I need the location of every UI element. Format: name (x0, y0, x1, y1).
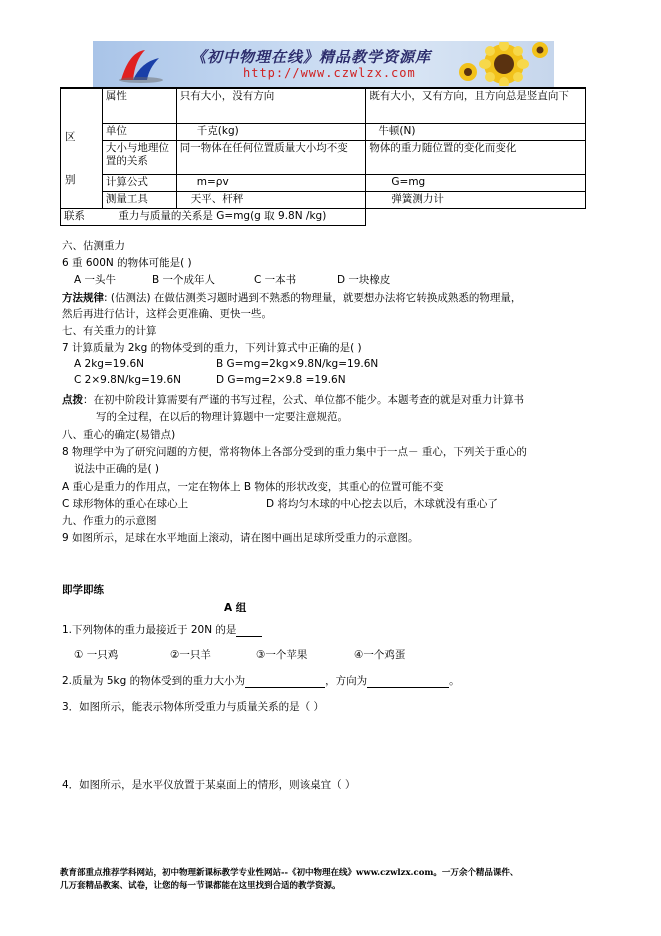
q7-option-d: D G=mg=2×9.8 =19.6N (216, 374, 346, 386)
table-row (61, 124, 586, 141)
question-8-line-1: 8 物理学中为了研究问题的方便，常将物体上各部分受到的重力集中于一点－ 重心，下列关于重心的 (62, 446, 527, 458)
footer-line-1: 教育部重点推荐学科网站，初中物理新课标教学专业性网站--《初中物理在线》www.czwlzx.com。一万余个精品课件、 (60, 868, 519, 878)
section-8-heading: 八、重心的确定(易错点) (62, 429, 176, 441)
q8-option-d: D 将均匀木球的中心挖去以后，木球就没有重心了 (266, 498, 498, 510)
banner-title: 《初中物理在线》精品教学资源库 (191, 48, 432, 66)
q6-option-a: A 一头牛 (74, 274, 117, 286)
q6-option-b: B 一个成年人 (152, 274, 216, 286)
table-row (61, 192, 586, 209)
section-7-heading: 七、有关重力的计算 (62, 325, 157, 337)
row-label: 测量工具 (102, 192, 176, 209)
practice-heading: 即学即练 (62, 584, 104, 596)
table-row (61, 89, 586, 124)
practice-question-2: 2.质量为 5kg 的物体受到的重力大小为 ，方向为 。 (62, 675, 460, 687)
method-label: 方法规律 (62, 292, 104, 304)
site-logo-icon (115, 46, 165, 84)
tip-label: 点拨 (62, 394, 83, 406)
mass-cell: 天平、杆秤 (176, 192, 366, 209)
weight-cell: 物体的重力随位置的变化而变化 (366, 141, 586, 175)
group-heading: A 组 (224, 602, 247, 614)
table-row (61, 141, 586, 175)
q7-option-c: C 2×9.8N/kg=19.6N (74, 374, 182, 386)
table-row (61, 175, 586, 192)
answer-blank[interactable] (236, 626, 262, 637)
method-paragraph: 方法规律: (估测法) 在做估测类习题时遇到不熟悉的物理量，就要想办法将它转换成熟悉的物理量， (62, 292, 522, 304)
tip-paragraph: 点拨：在初中阶段计算需要有严谨的书写过程，公式、单位都不能少。本题考查的就是对重力计算书 (62, 394, 524, 406)
weight-cell: 弹簧测力计 (366, 192, 586, 209)
mass-cell: 只有大小，没有方向 (176, 89, 366, 124)
section-6-heading: 六、估测重力 (62, 240, 125, 252)
q6-option-c: C 一本书 (254, 274, 297, 286)
row-label: 计算公式 (102, 175, 176, 192)
footer-line-2: 几万套精品教案、试卷，让您的每一节课都能在这里找到合适的教学资源。 (60, 881, 341, 891)
answer-blank[interactable] (245, 677, 325, 688)
link-label: 联系 (61, 209, 103, 226)
question-6: 6 重 600N 的物体可能是( ) (62, 257, 192, 269)
q8-option-a-b: A 重心是重力的作用点，一定在物体上 B 物体的形状改变，其重心的位置可能不变 (62, 481, 444, 493)
row-label: 属性 (102, 89, 176, 124)
section-9-heading: 九、作重力的示意图 (62, 515, 157, 527)
q8-option-c: C 球形物体的重心在球心上 (62, 498, 189, 510)
q1-option-2: ②一只羊 (170, 649, 211, 661)
q1-option-3: ③一个苹果 (256, 649, 308, 661)
table-row (61, 209, 586, 226)
q6-option-d: D 一块橡皮 (337, 274, 391, 286)
practice-question-3: 3．如图所示，能表示物体所受重力与质量关系的是（ ） (62, 701, 325, 713)
answer-blank[interactable] (367, 677, 449, 688)
q7-option-a: A 2kg=19.6N (74, 358, 144, 370)
practice-question-4: 4．如图所示，是水平仪放置于某桌面上的情形，则该桌宜（ ） (62, 779, 356, 791)
method-line-2: 然后再进行估计，这样会更准确、更快一些。 (62, 308, 272, 320)
q7-option-b: B G=mg=2kg×9.8N/kg=19.6N (216, 358, 379, 370)
mass-cell: 千克(kg) (176, 124, 366, 141)
mass-cell: 同一物体在任何位置质量大小均不变 (176, 141, 366, 175)
tip-line-2: 写的全过程，在以后的物理计算题中一定要注意规范。 (96, 411, 348, 423)
link-text: 重力与质量的关系是 G=mg(g 取 9.8N /kg) (102, 209, 365, 226)
q1-option-4: ④一个鸡蛋 (354, 649, 406, 661)
weight-cell: 牛顿(N) (366, 124, 586, 141)
question-7: 7 计算质量为 2kg 的物体受到的重力，下列计算式中正确的是( ) (62, 342, 362, 354)
weight-cell: G=mg (366, 175, 586, 192)
mass-weight-table (60, 88, 586, 226)
row-label: 大小与地理位置的关系 (102, 141, 176, 175)
header-banner (93, 41, 554, 87)
banner-url: http://www.czwlzx.com (243, 66, 416, 80)
row-label: 单位 (102, 124, 176, 141)
weight-cell: 既有大小，又有方向，且方向总是竖直向下 (366, 89, 586, 124)
table-side-label: 区 别 (61, 89, 103, 209)
q1-option-1: ① 一只鸡 (74, 649, 119, 661)
sunflower-icon (458, 42, 548, 86)
question-9: 9 如图所示，足球在水平地面上滚动，请在图中画出足球所受重力的示意图。 (62, 532, 419, 544)
mass-cell: m=ρv (176, 175, 366, 192)
question-8-line-2: 说法中正确的是( ) (74, 463, 160, 475)
practice-question-1: 1.下列物体的重力最接近于 20N 的是 (62, 622, 262, 637)
